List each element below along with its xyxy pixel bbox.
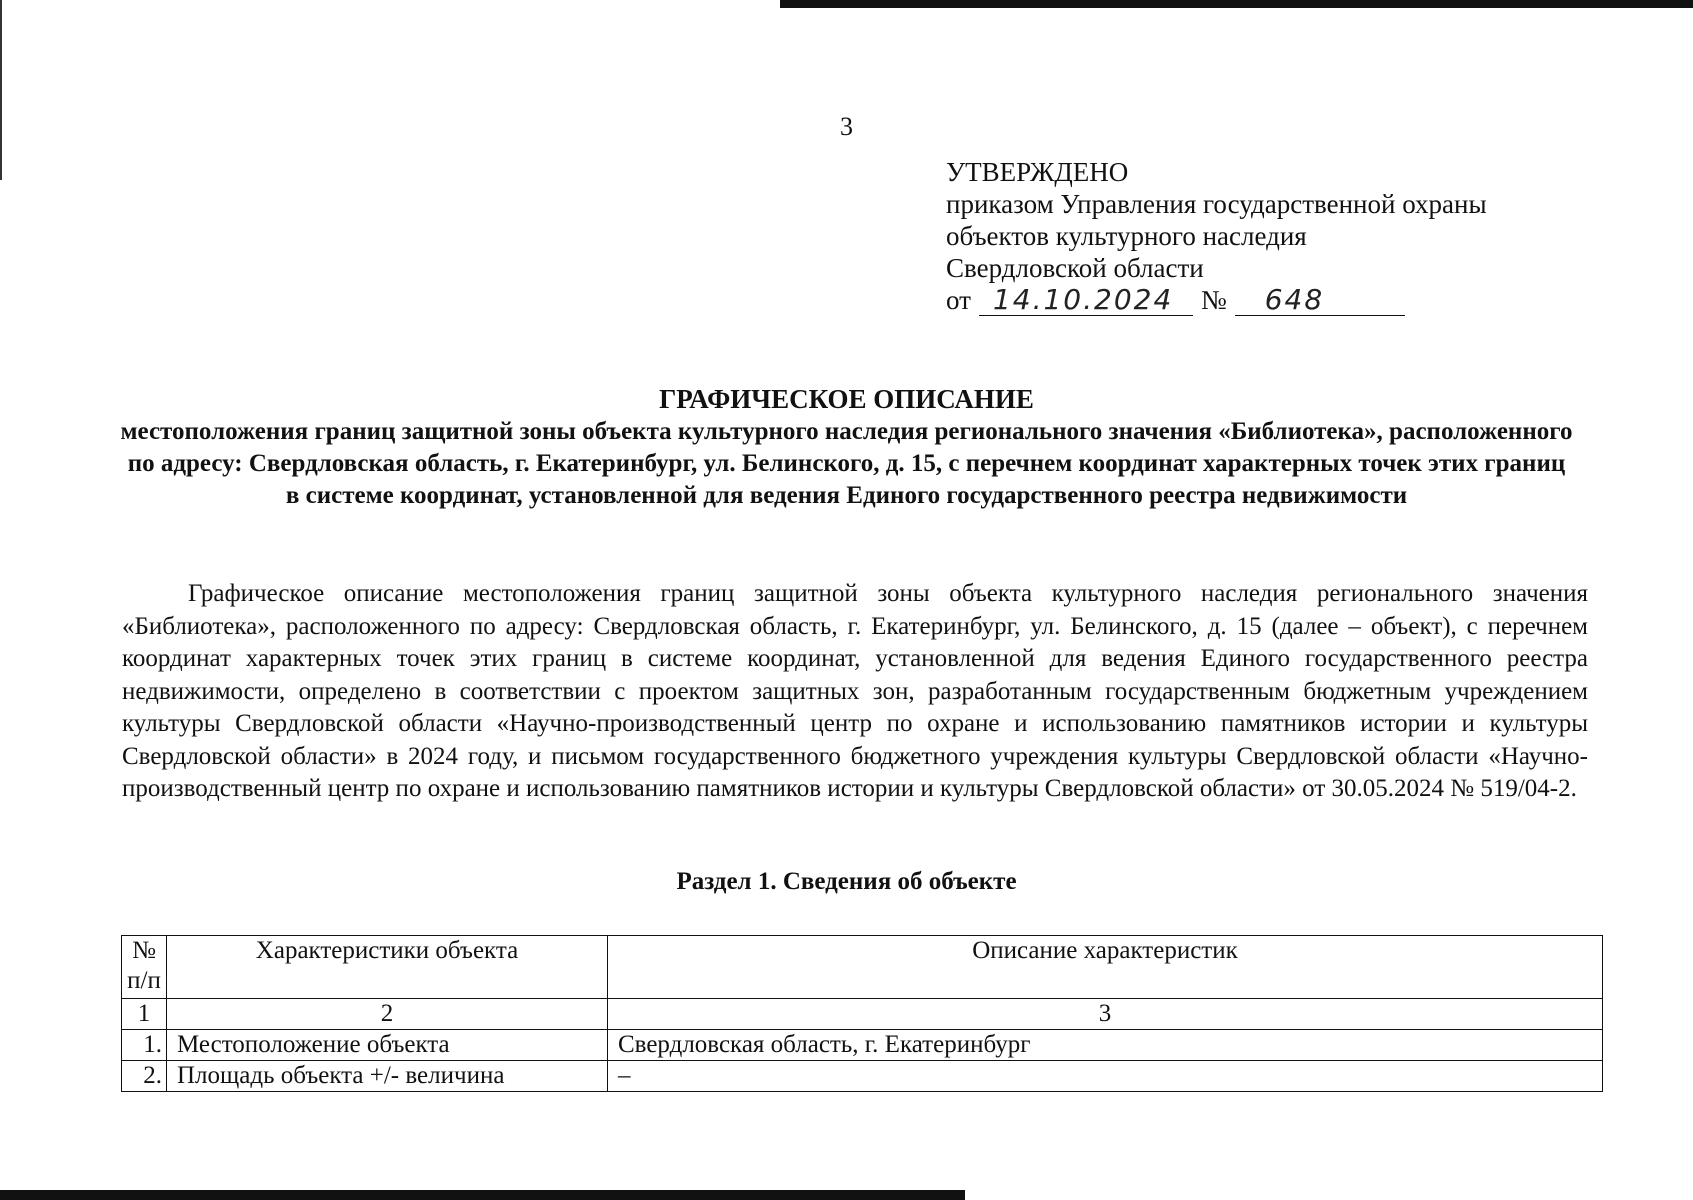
number-label: № (1200, 285, 1227, 315)
table-row (122, 1030, 1603, 1061)
scan-edge-left (0, 0, 2, 180)
approval-line: Свердловской области (946, 253, 1204, 283)
table-header-row (122, 936, 1603, 999)
section-title: Раздел 1. Сведения об объекте (676, 868, 1017, 895)
approval-line: приказом Управления государственной охраны (946, 189, 1487, 219)
table-cell: 3 (608, 999, 1603, 1030)
scan-edge-top (780, 0, 1693, 8)
table-cell: Местоположение объекта (167, 1030, 608, 1061)
table-cell: 1 (122, 999, 167, 1030)
document-subtitle: местоположения границ защитной зоны объекта культурного наследия регионального значения «Библиотека», расположенного по адресу: Свердловская область, г. Екатеринбург, ул. Белинского, д. 15, с перечнем координат характерных точек этих границ в системе координат, установленной для ведения Единого государственного реестра недвижимости (120, 418, 1573, 509)
table-header-cell: Описание характеристик (608, 936, 1603, 999)
table-cell: Свердловская область, г. Екатеринбург (608, 1030, 1603, 1061)
table-cell: 2. (122, 1061, 167, 1092)
approval-date-number-row (946, 284, 1487, 316)
object-info-table (121, 935, 1603, 1092)
table-cell: 1. (122, 1030, 167, 1061)
table-header-cell: № п/п (122, 936, 167, 999)
handwritten-number: 648 (1235, 285, 1405, 316)
table-column-number-row (122, 999, 1603, 1030)
document-title: ГРАФИЧЕСКОЕ ОПИСАНИЕ (659, 384, 1034, 414)
document-heading (120, 382, 1573, 512)
page-number: 3 (840, 112, 853, 141)
from-label: от (946, 285, 971, 315)
table-row (122, 1061, 1603, 1092)
table-header-cell: Характеристики объекта (167, 936, 608, 999)
approval-line: объектов культурного наследия (946, 221, 1307, 251)
table-cell: Площадь объекта +/- величина (167, 1061, 608, 1092)
handwritten-date: 14.10.2024 (979, 285, 1193, 316)
table-cell: – (608, 1061, 1603, 1092)
approval-stamp: УТВЕРЖДЕНО (946, 157, 1129, 187)
approval-block (946, 156, 1487, 316)
body-paragraph: Графическое описание местоположения границ защитной зоны объекта культурного наследия регионального значения «Библиотека», расположенного по адресу: Свердловская область, г. Екатеринбург, ул. Белинского, д. 15 (далее – объект), с перечнем координат характерных точек этих границ в системе координат, установленной для ведения Единого государственного реестра недвижимости, определено в соответствии с проектом защитных зон, разработанным государственным бюджетным учреждением культуры Свердловской области «Научно-производственный центр по охране и использованию памятников истории и культуры Свердловской области» в 2024 году, и письмом государственного бюджетного учреждения культуры Свердловской области «Научно-производственный центр по охране и использованию памятников истории и культуры Свердловской области» от 30.05.2024 № 519/04-2. (122, 580, 1588, 802)
table-cell: 2 (167, 999, 608, 1030)
scan-edge-bottom (0, 1190, 965, 1200)
